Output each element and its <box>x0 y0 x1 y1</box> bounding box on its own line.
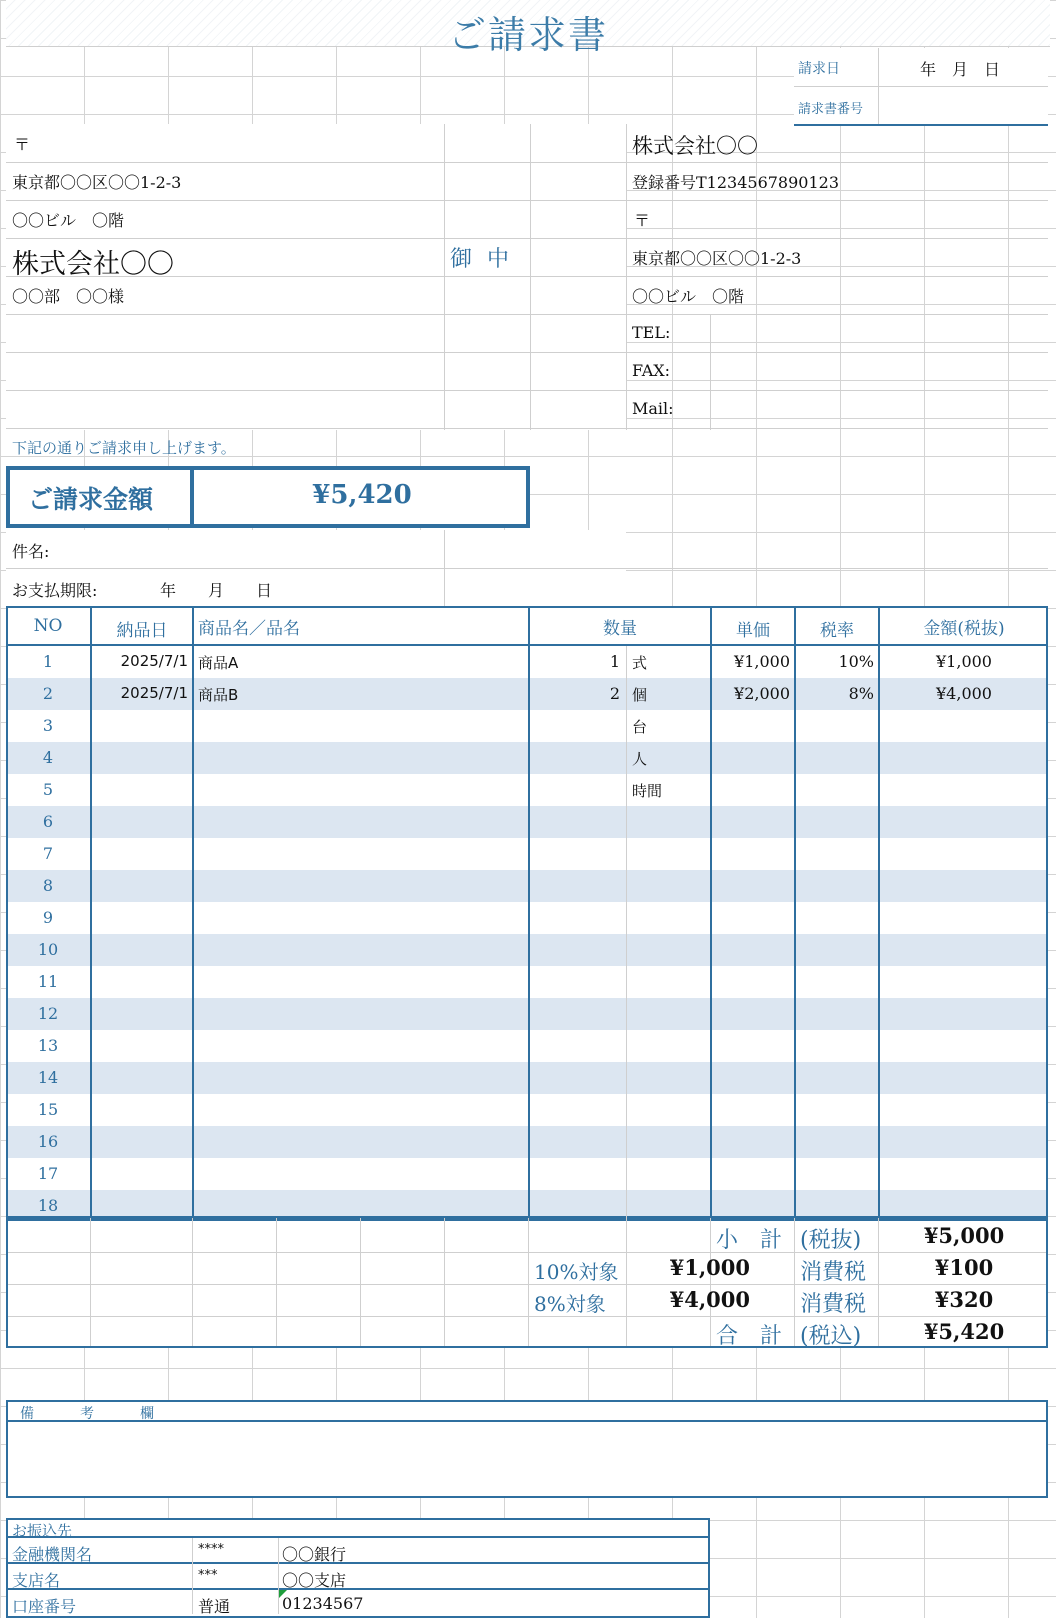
remarks-input[interactable] <box>10 1424 1044 1494</box>
tax8-base: ¥4,000 <box>669 1287 750 1312</box>
row-no: 17 <box>37 1164 59 1183</box>
issuer-tel-label: TEL: <box>632 323 671 342</box>
bank-title: お振込先 <box>12 1522 73 1540</box>
total-label: 合 計 <box>716 1324 783 1349</box>
row-quantity[interactable]: 2 <box>609 684 620 703</box>
header-quantity: 数量 <box>603 619 637 639</box>
bank-row-divider <box>6 1562 710 1564</box>
tax10-label: 10%対象 <box>534 1260 619 1284</box>
row-no: 11 <box>37 972 59 991</box>
row-no: 8 <box>42 876 54 895</box>
bank-name-label: 金融機関名 <box>12 1545 93 1564</box>
row-amount[interactable]: ¥4,000 <box>936 684 992 703</box>
row-no: 12 <box>37 1004 59 1023</box>
row-line <box>6 162 1048 163</box>
row-line <box>6 200 1048 201</box>
row-no: 3 <box>42 716 54 735</box>
issuer-mail-label: Mail: <box>632 399 674 418</box>
row-tax-rate[interactable]: 8% <box>848 684 874 703</box>
row-no: 10 <box>37 940 59 959</box>
bank-row-divider <box>6 1588 710 1590</box>
tax10-tax-label: 消費税 <box>800 1260 867 1285</box>
billing-amount-value: ¥5,420 <box>312 480 412 510</box>
due-date-label: お支払期限: <box>12 581 98 600</box>
row-unit-price[interactable]: ¥1,000 <box>734 652 790 671</box>
row-no: 14 <box>37 1068 59 1087</box>
row-no: 13 <box>37 1036 59 1055</box>
tax8-tax-label: 消費税 <box>800 1292 867 1317</box>
subtotal-label: 小 計 <box>716 1228 783 1253</box>
row-no: 5 <box>42 780 54 799</box>
row-quantity[interactable]: 1 <box>609 652 620 671</box>
header-product-name: 商品名／品名 <box>198 619 300 639</box>
recipient-company[interactable]: 株式会社〇〇 <box>12 249 174 280</box>
branch-code[interactable]: *** <box>198 1568 218 1583</box>
row-no: 16 <box>37 1132 59 1151</box>
due-date-value[interactable]: 年 月 日 <box>160 581 273 600</box>
subtotal-value: ¥5,000 <box>923 1223 1005 1248</box>
branch-name-label: 支店名 <box>12 1571 61 1590</box>
bank-title-divider <box>6 1536 710 1538</box>
account-number-value[interactable]: 01234567 <box>282 1594 364 1613</box>
col-line <box>444 530 445 606</box>
subject-label: 件名: <box>12 542 50 561</box>
tax8-label: 8%対象 <box>534 1292 606 1316</box>
issuer-fax-label: FAX: <box>632 361 671 380</box>
col-line <box>710 314 711 430</box>
col-line <box>530 124 531 430</box>
issuer-address2[interactable]: 〇〇ビル 〇階 <box>632 287 745 306</box>
header-amount: 金額(税抜) <box>923 619 1005 639</box>
recipient-honorific: 御 中 <box>450 247 513 272</box>
subtotal-label-suffix: (税抜) <box>800 1228 862 1253</box>
total-value: ¥5,420 <box>923 1319 1005 1344</box>
bank-name-code[interactable]: **** <box>198 1542 224 1557</box>
row-product-name[interactable]: 商品B <box>198 686 239 704</box>
tax10-base: ¥1,000 <box>669 1255 750 1280</box>
row-no: 1 <box>42 652 54 671</box>
recipient-address2[interactable]: 〇〇ビル 〇階 <box>12 211 125 230</box>
remarks-label: 備 考 欄 <box>20 1406 160 1422</box>
row-line <box>6 238 1048 239</box>
row-no: 9 <box>42 908 54 927</box>
issuer-registration[interactable]: 登録番号T1234567890123 <box>632 173 840 192</box>
row-delivery-date[interactable]: 2025/7/1 <box>120 684 188 702</box>
document-title: ご請求書 <box>447 13 608 57</box>
account-number-label: 口座番号 <box>12 1597 77 1616</box>
row-unit[interactable]: 個 <box>632 686 648 704</box>
recipient-contact[interactable]: 〇〇部 〇〇様 <box>12 287 125 306</box>
issuer-address1[interactable]: 東京都〇〇区〇〇1-2-3 <box>632 249 802 268</box>
issuer-company[interactable]: 株式会社〇〇 <box>632 134 758 158</box>
row-no: 4 <box>42 748 54 767</box>
billing-amount-label: ご請求金額 <box>28 485 154 514</box>
intro-text: 下記の通りご請求申し上げます。 <box>12 439 236 457</box>
bank-name-value[interactable]: 〇〇銀行 <box>282 1545 347 1564</box>
row-delivery-date[interactable]: 2025/7/1 <box>120 652 188 670</box>
header-tax-rate: 税率 <box>820 621 854 641</box>
row-line <box>6 390 1048 391</box>
row-product-name[interactable]: 商品A <box>198 654 239 672</box>
row-line <box>6 352 1048 353</box>
row-no: 7 <box>42 844 54 863</box>
row-no: 15 <box>37 1100 59 1119</box>
row-unit[interactable]: 式 <box>632 654 648 672</box>
header-no: NO <box>33 616 63 636</box>
header-unit-price: 単価 <box>736 621 770 641</box>
account-type[interactable]: 普通 <box>198 1597 231 1616</box>
row-unit-price[interactable]: ¥2,000 <box>734 684 790 703</box>
col-line <box>626 646 627 1218</box>
row-no: 18 <box>37 1196 59 1215</box>
row-line <box>6 314 1048 315</box>
col-line <box>626 124 627 430</box>
recipient-address1[interactable]: 東京都〇〇区〇〇1-2-3 <box>12 173 182 192</box>
tax8-tax-value: ¥320 <box>934 1287 994 1312</box>
row-line <box>6 568 1048 569</box>
recipient-postal[interactable]: 〒 <box>14 135 31 154</box>
row-line <box>6 428 1048 429</box>
row-no: 6 <box>42 812 54 831</box>
invoice-meta-row-divider <box>794 86 1048 87</box>
col-line <box>192 606 194 1218</box>
row-unit[interactable]: 時間 <box>632 782 663 800</box>
tax10-tax-value: ¥100 <box>934 1255 994 1280</box>
col-line <box>278 1538 279 1614</box>
invoice-date-value[interactable]: 年 月 日 <box>920 60 1001 79</box>
row-unit[interactable]: 人 <box>632 750 648 768</box>
row-amount[interactable]: ¥1,000 <box>936 652 992 671</box>
col-line <box>444 124 445 430</box>
header-separator <box>6 644 1048 646</box>
issuer-postal[interactable]: 〒 <box>634 211 651 230</box>
total-label-suffix: (税込) <box>800 1324 862 1349</box>
row-no: 2 <box>42 684 54 703</box>
branch-name-value[interactable]: 〇〇支店 <box>282 1571 347 1590</box>
row-tax-rate[interactable]: 10% <box>838 652 874 671</box>
header-delivery-date: 納品日 <box>116 621 168 641</box>
remarks-divider <box>6 1420 1048 1422</box>
invoice-date-label: 請求日 <box>798 61 840 77</box>
row-unit[interactable]: 台 <box>632 718 648 736</box>
col-line <box>192 1538 193 1614</box>
invoice-number-label: 請求書番号 <box>798 102 864 117</box>
